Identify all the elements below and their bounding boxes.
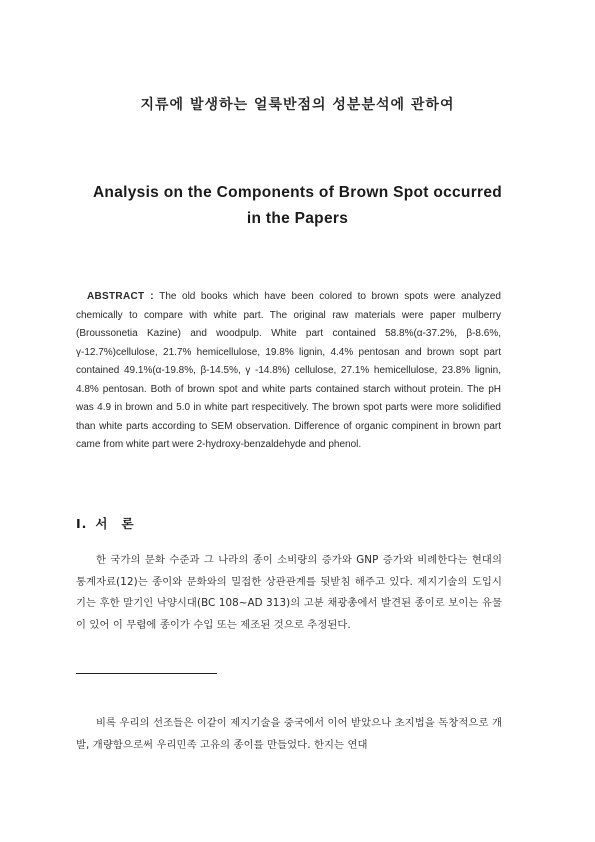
abstract-label: ABSTRACT : [87,291,154,302]
body-paragraph-2: 비록 우리의 선조들은 이같이 제지기술을 중국에서 이어 받았으나 초지법을 독창적으로 개발, 개량함으로써 우리민족 고유의 종이를 만들었다. 한지는 연대 [76,717,502,751]
section-number: I. [76,516,88,531]
english-title-line-1: Analysis on the Components of Brown Spot occurred [92,184,503,201]
abstract-text: The old books which have been colored to brown spots were analyzed chemically to compare with white part. The original raw materials were paper mulberry (Broussonetia Kazine) and woodpulp. White part contained 58.8%(α-37.2%, β-8.6%, γ-12.7%)cellulose, 21.7% hemicellulose, 19.8% lignin, 4.4% pentosan and brown sopt part contained 49.1%(α-19.8%, β-14.5%, γ -14.8%) cellulose, 27.1% hemicellulose, 23.8% lignin, 4.8% pentosan. Both of brown spot and white parts contained starch without protein. The pH was 4.9 in brown and 5.0 in white part respecitively. The brown spot parts were more solidified than white parts according to SEM observation. Difference of organic compinent in brown part came from white part were 2-hydroxy-benzaldehyde and phenol. [76,291,501,450]
section-heading [76,514,148,532]
section-title: 서론 [95,516,148,531]
body-paragraph-1: 한 국가의 문화 수준과 그 나라의 종이 소비량의 증가와 GNP 증가와 비례한다는 현대의 통계자료(12)는 종이와 문화와의 밀접한 상관관계를 뒷받침 해주고 있다. 제지기술의 도입시기는 후한 말기인 낙양시대(BC 108~AD 313)의 고분 채광총에서 발견된 종이로 보이는 유물이 있어 이 무렵에 종이가 수입 또는 제조된 것으로 추정된다. [76,554,502,631]
english-title-line-2: in the Papers [246,210,349,227]
english-title [40,180,555,232]
abstract [76,288,501,455]
footnote-divider [76,673,217,674]
korean-title: 지류에 발생하는 얼룩반점의 성분분석에 관하여 [140,97,455,113]
